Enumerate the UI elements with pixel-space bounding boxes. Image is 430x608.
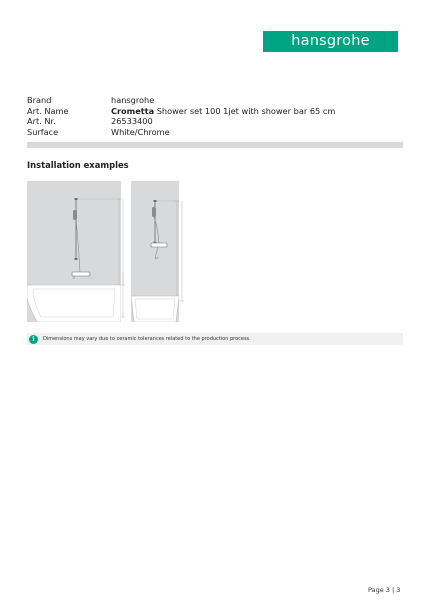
spec-value [111,106,335,117]
spec-row-surface [27,127,335,138]
spec-value: White/Chrome [111,126,170,137]
spec-key: Brand [27,95,52,105]
spec-key: Surface [27,126,59,137]
spec-row-art-nr [27,116,335,127]
product-description: Shower set 100 1jet with shower bar 65 cm [156,105,336,116]
section-title: Installation examples [27,160,129,170]
tolerance-note-text: Dimensions may vary due to ceramic tolerances related to the production process. [43,336,251,342]
spec-row-art-name [27,106,335,117]
spec-key: Art. Nr. [27,116,56,126]
tolerance-note [27,333,403,345]
product-spec-table [27,95,335,137]
spec-value: hansgrohe [111,95,155,105]
installation-example-bathtub [27,181,121,322]
spec-key: Art. Name [27,105,69,116]
page-number: Page 3 | 3 [368,586,401,594]
brand-logo: hansgrohe [263,31,398,52]
section-divider-bar [27,142,403,148]
spec-row-brand [27,95,335,106]
info-icon: i [29,335,38,344]
product-series-name: Crometta [111,105,155,116]
spec-value: 26533400 [111,116,153,126]
dimension-marks-shower [179,181,189,322]
installation-example-shower [131,181,179,322]
dimension-marks-bathtub [121,181,131,322]
